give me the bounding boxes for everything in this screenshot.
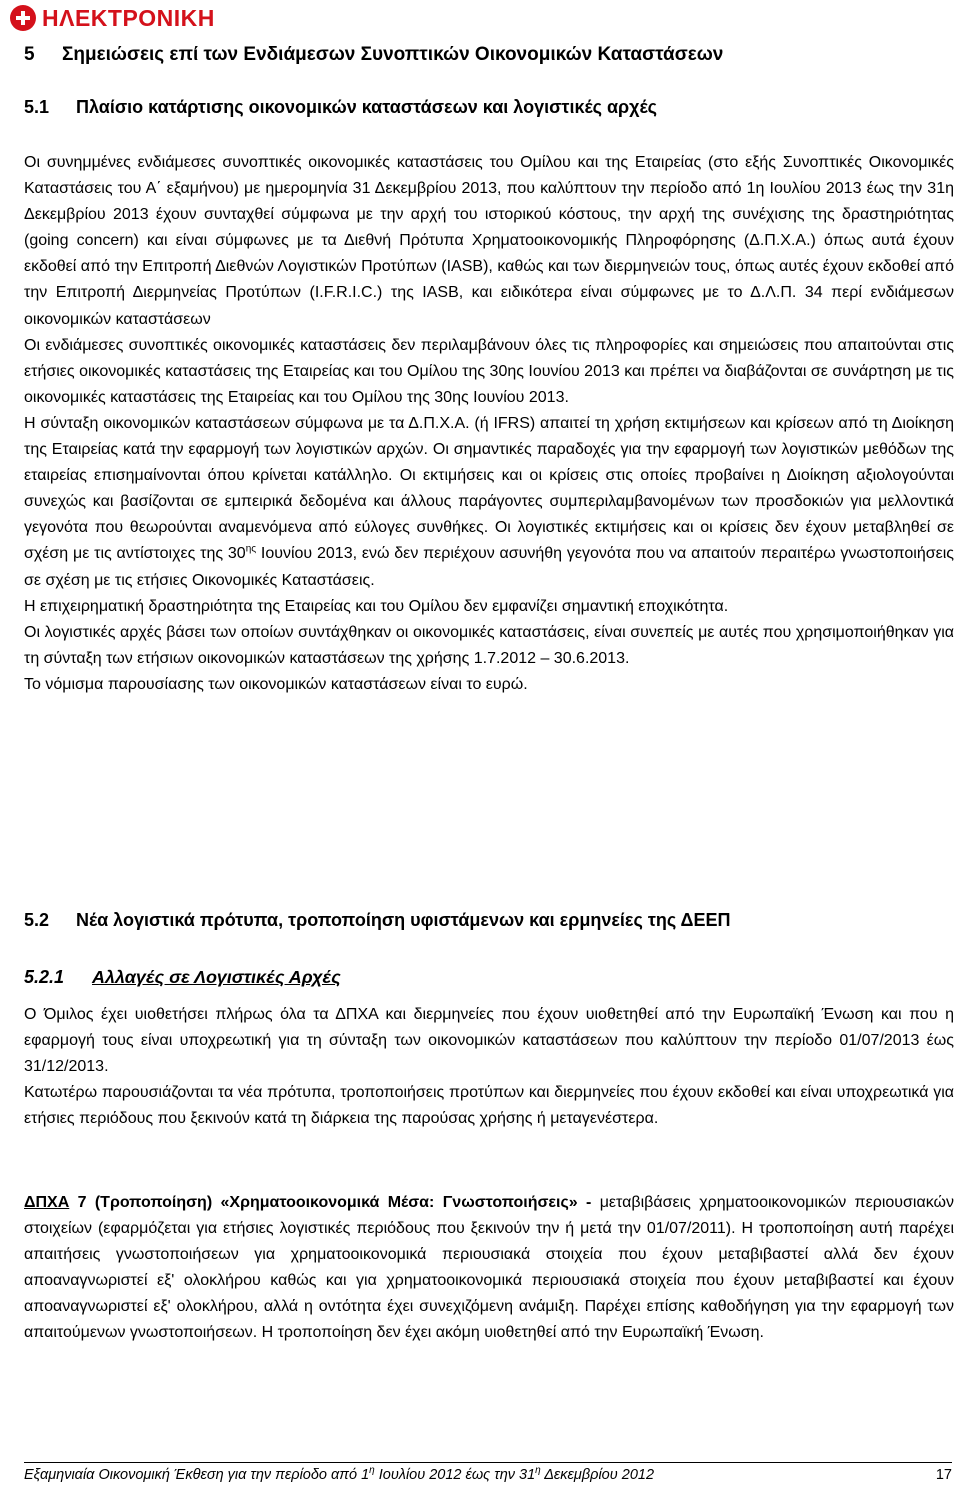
standard-title: 7 (Τροποποίηση) «Χρηματοοικονομικά Μέσα: Γνωστοποιήσεις» - <box>69 1194 592 1211</box>
section-title: Σημειώσεις επί των Ενδιάμεσων Συνοπτικών Οικονομικών Καταστάσεων <box>62 44 724 65</box>
paragraph: Η σύνταξη οικονομικών καταστάσεων σύμφωνα με τα Δ.Π.Χ.Α. (ή IFRS) απαιτεί τη χρήση εκτιμήσεων και κρίσεων από τη Διοίκηση της Εταιρείας κατά την εφαρμογή των λογιστικών αρχών. Οι σημαντικές παραδοχές για την εφαρμογή των λογιστικών μεθόδων της εταιρείας επισημαίνονται όπου κρίνεται κατάλληλο. Οι εκτιμήσεις και οι κρίσεις στις οποίες προβαίνει η Διοίκηση αξιολογούνται συνεχώς και βασίζονται σε εμπειρικά δεδομένα και άλλους παράγοντες συμπεριλαμβανομένων των προσδοκιών για μελλοντικά γεγονότα που θεωρούνται αναμενόμενα από εύλογες συνθήκες. Οι λογιστικές εκτιμήσεις και οι κρίσεις δεν έχουν μεταβληθεί σε σχέση με τις αντίστοιχες της $30^{\eta\varsigma}$ Ιουνίου 2013, ενώ δεν περιέχουν ασυνήθη γεγονότα που να απαιτούν περαιτέρω γνωστοποιήσεις σε σχέση με τις ετήσιες Οικονομικές Καταστάσεις. <box>24 414 955 589</box>
paragraph: Το νόμισμα παρουσίασης των οικονομικών καταστάσεων είναι το ευρώ. <box>24 675 528 693</box>
standard-body: μεταβιβάσεις χρηματοοικονομικών περιουσιακών στοιχείων (εφαρμόζεται για ετήσιες λογιστικές περιόδους που ξεκινούν την ή μετά την 01/07/2011). Η τροποποίηση αυτή παρέχει απαιτήσεις γνωστοποιήσεων για χρηματοοικονομικά περιουσιακά στοιχεία που έχουν μεταβιβαστεί αλλά δεν έχουν αποαναγνωριστεί εξ' ολοκλήρου καθώς και για χρηματοοικονομικά περιουσιακά στοιχεία που έχουν μεταβιβαστεί και έχουν αποαναγνωριστεί εξ' ολοκλήρου, αλλά η οντότητα έχει συνεχιζόμενη ανάμιξη. Παρέχει επίσης καθοδήγηση για την εφαρμογή των απαιτούμενων γνωστοποιήσεων. Η τροποποίηση δεν έχει ακόμη υιοθετηθεί από την Ευρωπαϊκή Ένωση. <box>24 1194 954 1342</box>
framework-text-block <box>24 150 954 698</box>
footer-text: Εξαμηνιαία Οικονομική Έκθεση για την περίοδο από $1^\eta$ Ιουλίου 2012 έως την $31^\eta$ Δεκεμβρίου 2012 <box>24 1465 655 1483</box>
paragraph: Οι συνημμένες ενδιάμεσες συνοπτικές οικονομικές καταστάσεις του Ομίλου και της Εταιρείας (στο εξής Συνοπτικές Οικονομικές Καταστάσεις του Α΄ εξαμήνου) με ημερομηνία 31 Δεκεμβρίου 2013, που καλύπτουν την περίοδο από 1η Ιουλίου 2013 έως την 31η Δεκεμβρίου 2013 έχουν συνταχθεί σύμφωνα με την αρχή του ιστορικού κόστους, την αρχή της συνέχισης της δραστηριότητας (going concern) και είναι σύμφωνες με τα Διεθνή Πρότυπα Χρηματοοικονομικής Πληροφόρησης (Δ.Π.Χ.Α.) όπως αυτά έχουν εκδοθεί από την Επιτροπή Διεθνών Λογιστικών Προτύπων (IASB), καθώς και των διερμηνειών τους, όπως αυτές έχουν εκδοθεί από την Επιτροπή Διερμηνείας Προτύπων (I.F.R.I.C.) της IASB, και ειδικότερα είναι σύμφωνες με το Δ.Λ.Π. 34 περί ενδιάμεσων οικονομικών καταστάσεων <box>24 154 954 328</box>
subsection-title: Πλαίσιο κατάρτισης οικονομικών καταστάσεων και λογιστικές αρχές <box>76 97 658 117</box>
paragraph: Ο Όμιλος έχει υιοθετήσει πλήρως όλα τα ΔΠΧΑ και διερμηνείες που έχουν υιοθετηθεί από την Ευρωπαϊκή Ένωση και που η εφαρμογή τους είναι υποχρεωτική για τη σύνταξη των οικονομικών καταστάσεων που καλύπτουν την περίοδο 01/07/2013 έως 31/12/2013. <box>24 1006 954 1076</box>
page-number: 17 <box>935 1467 952 1483</box>
paragraph <box>24 1190 954 1347</box>
logo-mark-icon <box>10 5 36 31</box>
standard-name: ΔΠΧΑ <box>24 1194 70 1211</box>
logo-text: ΗΛΕΚΤΡΟΝΙΚΗ <box>42 4 215 31</box>
subsection-heading-5-2 <box>24 910 731 931</box>
accounting-changes-text-block <box>24 1002 954 1132</box>
ifrs7-text-block <box>24 1190 954 1347</box>
paragraph: Κατωτέρω παρουσιάζονται τα νέα πρότυπα, τροποποιήσεις προτύπων και διερμηνείες που έχουν εκδοθεί και είναι υποχρεωτικά για ετήσιες περιόδους που ξεκινούν κατά τη διάρκεια της παρούσας χρήσης ή μεταγενέστερα. <box>24 1084 954 1128</box>
subsection-title: Νέα λογιστικά πρότυπα, τροποποίηση υφιστάμενων και ερμηνείες της ΔΕΕΠ <box>76 910 731 930</box>
subsection-number: 5.1 <box>24 97 50 117</box>
section-heading <box>24 44 723 66</box>
paragraph: Οι ενδιάμεσες συνοπτικές οικονομικές καταστάσεις δεν περιλαμβάνουν όλες τις πληροφορίες και σημειώσεις που απαιτούνται στις ετήσιες οικονομικές καταστάσεις της Εταιρείας και του Ομίλου της 30ης Ιουνίου 2013 και πρέπει να διαβάζονται σε συνάρτηση με τις οικονομικές καταστάσεις της Εταιρείας και του Ομίλου της 30ης Ιουνίου 2013. <box>24 336 954 406</box>
paragraph: Η επιχειρηματική δραστηριότητα της Εταιρείας και του Ομίλου δεν εμφανίζει σημαντική εποχικότητα. <box>24 597 729 615</box>
subsection-number: 5.2 <box>24 910 50 930</box>
company-logo <box>10 2 215 34</box>
page-footer <box>24 1467 952 1483</box>
subsection-heading-5-1 <box>24 97 657 118</box>
section-number: 5 <box>24 44 35 65</box>
subsection-number: 5.2.1 <box>24 967 65 987</box>
subsection-title: Αλλαγές σε Λογιστικές Αρχές <box>92 967 341 987</box>
paragraph: Οι λογιστικές αρχές βάσει των οποίων συντάχθηκαν οι οικονομικές καταστάσεις, είναι συνεπείς με αυτές που χρησιμοποιήθηκαν για τη σύνταξη των ετήσιων οικονομικών καταστάσεων της χρήσης 1.7.2012 – 30.6.2013. <box>24 623 954 667</box>
subsection-heading-5-2-1 <box>24 967 341 988</box>
footer-divider <box>24 1462 952 1463</box>
